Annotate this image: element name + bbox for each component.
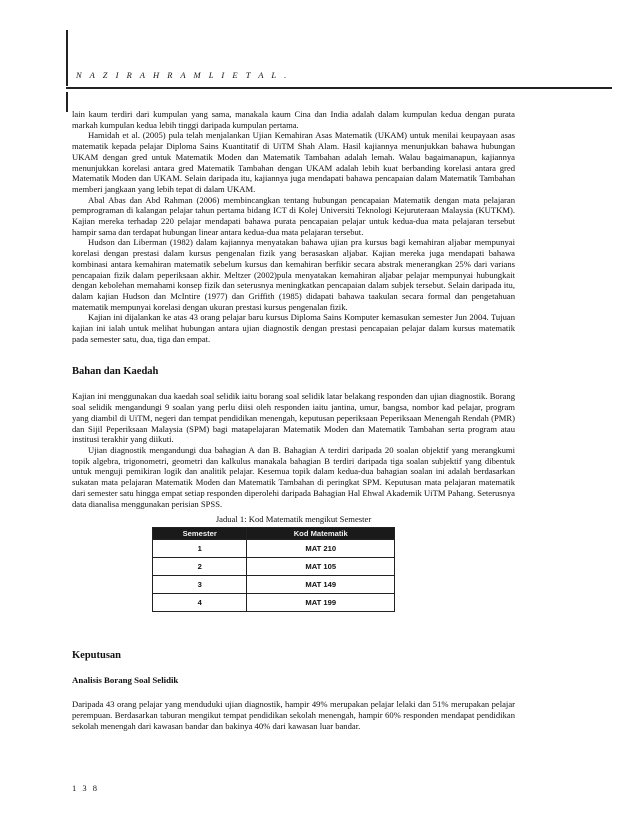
table-cell-semester: 3 [153,576,247,594]
table-cell-code: MAT 210 [247,540,395,558]
table-cell-semester: 1 [153,540,247,558]
table-row [153,576,395,594]
running-head: N A Z I R A H R A M L I E T A L . [76,70,290,80]
intro-paragraph-2: Hamidah et al. (2005) pula telah menjalankan Ujian Kemahiran Asas Matematik (UKAM) untuk menilai keupayaan asas matematik kepada pelajar Diploma Sains Kuantitatif di UiTM Shah Alam. Hasil kajiannya menunjukkan bahawa hubungan UKAM dengan gred untuk Matematik Moden dan Matematik Tambahan adalah lemah. Walau bagaimanapun, kajiannya menunjukkan korelasi antara gred Matematik Tambahan dengan UKAM adalah lebih kuat berbanding korelasi antara gred Matematik Moden dan UKAM. Selain daripada itu, kajiannya juga mendapati bahawa pencapaian dalam Matematik Tambahan memberi jangkaan yang lebih tepat di dalam UKAM. [72,130,515,194]
page-content [72,109,515,731]
header-rule [66,87,612,89]
methods-paragraph-1: Kajian ini menggunakan dua kaedah soal selidik iaitu borang soal selidik latar belakang responden dan ujian diagnostik. Borang soal selidik mengandungi 9 soalan yang perlu diisi oleh responden iaitu jantina, umur, bangsa, nombor kad pelajar, program yang diambil di UiTM, negeri dan tempat pendidikan menengah, keputusan peperiksaan Peperiksaan Menengah Rendah (PMR) dan Sijil Peperiksaan Malaysia (SPM) bagi matapelajaran Matematik Moden dan Matematik Tambahan serta program atau institusi terakhir yang diikuti. [72,391,515,445]
margin-rule-top [66,30,68,86]
table-cell-code: MAT 149 [247,576,395,594]
intro-paragraph-3: Abal Abas dan Abd Rahman (2006) membincangkan tentang hubungan pencapaian Matematik dengan mata pelajaran pemprograman di kalangan pelajar tahun pertama bidang ICT di Kolej Universiti Teknologi Kejuruteraan Malaysia (KUTKM). Kajian mereka terhadap 220 pelajar mendapati bahawa purata pencapaian pelajar untuk kedua-dua mata pelajaran tersebut hampir sama dan terdapat hubungan linear antara kedua-dua mata pelajaran tersebut. [72,194,515,237]
table-row [153,594,395,612]
section-heading-bahan-dan-kaedah: Bahan dan Kaedah [72,366,159,378]
table-cell-semester: 4 [153,594,247,612]
table-cell-semester: 2 [153,558,247,576]
methods-paragraph-2: Ujian diagnostik mengandungi dua bahagian A dan B. Bahagian A terdiri daripada 20 soalan objektif yang merangkumi topik algebra, trigonometri, geometri dan kalkulus manakala bahagian B terdiri daripada tiga soalan subjektif yang dibentuk untuk menguji pemikiran logik dan analitik pelajar. Kesemua topik dalam kedua-dua bahagian soalan ini adalah berdasarkan sukatan mata pelajaran Matematik Moden dan Matematik Tambahan di peringkat SPM. Keputusan mata pelajaran matematik dari semester satu hingga empat setiap responden diperolehi daripada Bahagian Hal Ehwal Akademik UiTM Pahang. Seterusnya data dianalisa menggunakan perisian SPSS. [72,444,515,509]
table-cell-code: MAT 199 [247,594,395,612]
intro-paragraph-1: lain kaum terdiri dari kumpulan yang sama, manakala kaum Cina dan India adalah dalam kumpulan kedua dengan purata markah kumpulan kedua lebih tinggi daripada kumpulan pertama. [72,109,515,130]
table-cell-code: MAT 105 [247,558,395,576]
margin-rule-bottom [66,92,68,112]
intro-paragraph-4: Hudson dan Liberman (1982) dalam kajiannya menyatakan bahawa ujian pra kursus bagi kemahiran aljabar mempunyai korelasi dengan prestasi dalam kursus pengenalan fizik yang berasaskan aljabar. Kajian mereka juga mendapati bahawa kombinasi antara kemahiran matematik sebelum kursus dan kemahiran berfikir secara abstrak menerangkan 25% dari varians pencapaian fizik dalam peperiksaan akhir. Meltzer (2002)pula menyatakan kemahiran aljabar pelajar mempunyai hubungkait dengan kebolehan memahami konsep fizik dan seterusnya meningkatkan pencapaian dalam subjek tersebut. Selain daripada itu, dalam kajian Hudson dan McIntire (1977) dan Griffith (1985) didapati bahawa taakulan secara formal dan pengetahuan matematik mempunyai korelasi dengan ukuran prestasi kursus pengenalan fizik. [72,237,515,312]
results-paragraph-1: Daripada 43 orang pelajar yang menduduki ujian diagnostik, hampir 49% merupakan pelajar lelaki dan 51% merupakan pelajar perempuan. Berdasarkan taburan mengikut tempat pendidikan sekolah menengah, hampir 60% responden mendapat pendidikan sekolah menengah dari kawasan bandar dan bakinya 40% dari kawasan luar bandar. [72,699,515,731]
math-code-table [152,527,395,612]
intro-paragraph-5: Kajian ini dijalankan ke atas 43 orang pelajar baru kursus Diploma Sains Komputer kemasukan semester Jun 2004. Tujuan kajian ini ialah untuk melihat hubungan antara ujian diagnostik dengan prestasi pencapaian pelajar dalam kursus matematik pada semester satu, dua, tiga dan empat. [72,312,515,344]
table-row [153,540,395,558]
table-row [153,558,395,576]
subsection-heading-analisis: Analisis Borang Soal Selidik [72,675,179,686]
page-number: 1 3 8 [72,783,99,793]
table-caption: Jadual 1: Kod Matematik mengikut Semester [215,514,372,525]
table-header-row [153,528,395,540]
section-heading-keputusan: Keputusan [72,650,122,662]
table-header-kod-matematik: Kod Matematik [247,528,395,540]
table-header-semester: Semester [153,528,247,540]
